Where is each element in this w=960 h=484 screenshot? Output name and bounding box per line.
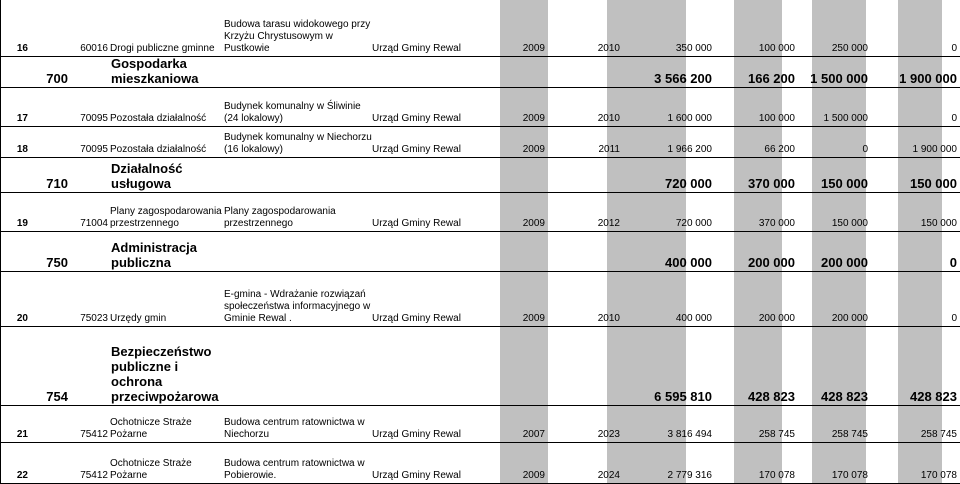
value-from: 2009 (522, 113, 545, 124)
classification-code: 60016 (80, 43, 108, 54)
value-a: 170 078 (758, 470, 795, 481)
section-title: przeciwpożarowa (111, 389, 219, 404)
value-from: 2007 (522, 429, 545, 440)
value-c: 0 (951, 113, 957, 124)
value-total: 1 600 000 (667, 113, 712, 124)
value-total: 400 000 (675, 313, 712, 324)
table-row (0, 127, 960, 158)
value-to: 2024 (597, 470, 620, 481)
task-name: społeczeństwa informacyjnego w (224, 301, 371, 312)
section-value-c: 0 (949, 255, 957, 270)
category-label: Drogi publiczne gminne (110, 43, 215, 54)
row-number: 20 (16, 313, 28, 324)
section-value-c: 1 900 000 (899, 71, 957, 86)
row-number: 17 (16, 113, 28, 124)
category-label: Pożarne (110, 429, 148, 440)
section-code: 754 (46, 389, 68, 404)
section-value-a: 166 200 (748, 71, 795, 86)
section-title: Działalność (111, 161, 183, 176)
value-b: 200 000 (831, 313, 868, 324)
value-c: 258 745 (920, 429, 957, 440)
category-label: Ochotnicze Straże (110, 417, 192, 428)
category-label: Pożarne (110, 470, 148, 481)
table-row (0, 193, 960, 232)
classification-code: 75412 (80, 470, 108, 481)
value-total: 720 000 (675, 218, 712, 229)
section-row (0, 158, 960, 193)
section-value-total: 3 566 200 (654, 71, 712, 86)
value-b: 170 078 (831, 470, 868, 481)
section-value-total: 400 000 (665, 255, 712, 270)
value-a: 200 000 (758, 313, 795, 324)
task-name: (24 lokalowy) (224, 113, 283, 124)
value-c: 0 (951, 43, 957, 54)
task-name: Pobierowie. (224, 470, 277, 481)
task-name: Krzyżu Chrystusowym w (224, 31, 333, 42)
value-from: 2009 (522, 313, 545, 324)
value-b: 0 (862, 144, 868, 155)
responsible-unit: Urząd Gminy Rewal (372, 218, 461, 229)
category-label: Ochotnicze Straże (110, 458, 192, 469)
task-name: Budowa tarasu widokowego przy (224, 19, 371, 30)
row-number: 21 (16, 429, 28, 440)
section-code: 710 (46, 176, 68, 191)
task-name: Pustkowie (224, 43, 270, 54)
responsible-unit: Urząd Gminy Rewal (372, 144, 461, 155)
section-value-b: 428 823 (821, 389, 868, 404)
classification-code: 75412 (80, 429, 108, 440)
section-value-c: 150 000 (910, 176, 957, 191)
value-c: 1 900 000 (912, 144, 957, 155)
classification-code: 75023 (80, 313, 108, 324)
value-from: 2009 (522, 470, 545, 481)
row-number: 22 (16, 470, 28, 481)
value-c: 170 078 (920, 470, 957, 481)
responsible-unit: Urząd Gminy Rewal (372, 113, 461, 124)
section-value-b: 1 500 000 (810, 71, 868, 86)
value-a: 66 200 (764, 144, 795, 155)
section-title: mieszkaniowa (111, 71, 199, 86)
category-label: przestrzennego (110, 218, 179, 229)
section-row (0, 327, 960, 406)
section-title: publiczna (111, 255, 171, 270)
task-name: Niechorzu (224, 429, 270, 440)
value-total: 1 966 200 (667, 144, 712, 155)
section-code: 700 (46, 71, 68, 86)
responsible-unit: Urząd Gminy Rewal (372, 43, 461, 54)
value-c: 0 (951, 313, 957, 324)
classification-code: 71004 (80, 218, 108, 229)
value-b: 150 000 (831, 218, 868, 229)
section-value-total: 720 000 (665, 176, 712, 191)
task-name: Budowa centrum ratownictwa w (224, 417, 365, 428)
value-c: 150 000 (920, 218, 957, 229)
section-title: publiczne i (111, 359, 179, 374)
task-name: Plany zagospodarowania (224, 206, 336, 217)
category-label: Urzędy gmin (110, 313, 167, 324)
task-name: E-gmina - Wdrażanie rozwiązań (224, 289, 366, 300)
value-b: 258 745 (831, 429, 868, 440)
value-to: 2011 (598, 144, 620, 155)
value-a: 370 000 (758, 218, 795, 229)
value-total: 3 816 494 (667, 429, 712, 440)
value-to: 2010 (597, 313, 620, 324)
value-from: 2009 (522, 144, 545, 155)
responsible-unit: Urząd Gminy Rewal (372, 429, 461, 440)
section-value-a: 200 000 (748, 255, 795, 270)
section-row (0, 232, 960, 272)
category-label: Pozostała działalność (110, 144, 207, 155)
task-name: Budynek komunalny w Niechorzu (224, 132, 372, 143)
value-a: 100 000 (758, 113, 795, 124)
section-title: Bezpieczeństwo (111, 344, 212, 359)
value-to: 2010 (597, 43, 620, 54)
category-label: Plany zagospodarowania (110, 206, 222, 217)
section-value-b: 200 000 (821, 255, 868, 270)
table-row (0, 443, 960, 484)
value-to: 2023 (597, 429, 620, 440)
value-b: 250 000 (831, 43, 868, 54)
value-to: 2010 (597, 113, 620, 124)
section-title: ochrona (111, 374, 163, 389)
section-code: 750 (46, 255, 68, 270)
task-name: Budynek komunalny w Śliwinie (224, 101, 361, 112)
responsible-unit: Urząd Gminy Rewal (372, 313, 461, 324)
value-a: 100 000 (758, 43, 795, 54)
section-value-c: 428 823 (910, 389, 957, 404)
value-from: 2009 (522, 43, 545, 54)
section-value-b: 150 000 (821, 176, 868, 191)
task-name: Budowa centrum ratownictwa w (224, 458, 365, 469)
classification-code: 70095 (80, 113, 108, 124)
row-number: 16 (16, 43, 28, 54)
row-number: 18 (16, 144, 28, 155)
responsible-unit: Urząd Gminy Rewal (372, 470, 461, 481)
table-row (0, 0, 960, 57)
section-row (0, 57, 960, 88)
table-row (0, 272, 960, 327)
task-name: przestrzennego (224, 218, 293, 229)
task-name: Gminie Rewal . (224, 313, 292, 324)
section-title: Gospodarka (111, 56, 187, 71)
value-to: 2012 (597, 218, 620, 229)
section-title: Administracja (111, 240, 197, 255)
value-total: 2 779 316 (667, 470, 712, 481)
task-name: (16 lokalowy) (224, 144, 283, 155)
value-a: 258 745 (758, 429, 795, 440)
section-value-a: 428 823 (748, 389, 795, 404)
value-from: 2009 (522, 218, 545, 229)
table-row (0, 406, 960, 443)
classification-code: 70095 (80, 144, 108, 155)
table-row (0, 88, 960, 127)
section-value-total: 6 595 810 (654, 389, 712, 404)
category-label: Pozostała działalność (110, 113, 207, 124)
value-total: 350 000 (675, 43, 712, 54)
section-value-a: 370 000 (748, 176, 795, 191)
section-title: usługowa (111, 176, 171, 191)
row-number: 19 (16, 218, 28, 229)
value-b: 1 500 000 (823, 113, 868, 124)
